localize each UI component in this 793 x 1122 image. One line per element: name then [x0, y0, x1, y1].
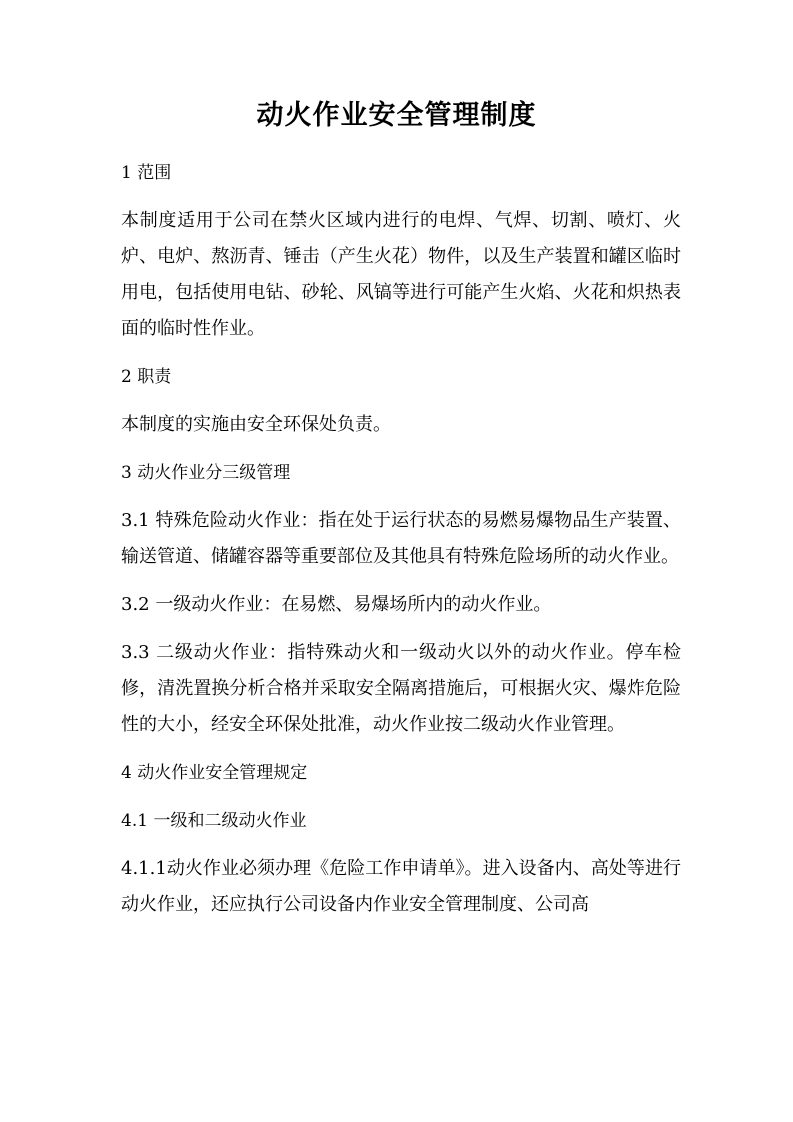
section-heading-scope: 1 范围	[121, 163, 172, 183]
paragraph-responsibility-text: 本制度的实施由安全环保处负责。	[121, 414, 391, 435]
paragraph-3-2: 3.2 一级动火作业：在易燃、易爆场所内的动火作业。	[121, 594, 552, 615]
paragraph-3-3: 3.3 二级动火作业：指特殊动火和一级动火以外的动火作业。停车检修，清洗置换分析合格并采取安全隔离措施后，可根据火灾、爆炸危险性的大小，经安全环保处批准，动火作业按二级动火作业管理。	[121, 642, 681, 735]
paragraph-4-1-1: 4.1.1动火作业必须办理《危险工作申请单》。进入设备内、高处等进行动火作业，还应执行公司设备内作业安全管理制度、公司高	[121, 858, 681, 915]
document-title: 动火作业安全管理制度	[256, 100, 537, 131]
section-heading-levels: 3 动火作业分三级管理	[121, 463, 291, 483]
paragraph-3-1: 3.1 特殊危险动火作业：指在处于运行状态的易燃易爆物品生产装置、输送管道、储罐容器等重要部位及其他具有特殊危险场所的动火作业。	[121, 510, 681, 567]
section-heading-rules: 4 动火作业安全管理规定	[121, 763, 308, 783]
section-heading-responsibility: 2 职责	[121, 367, 172, 387]
paragraph-scope-text: 本制度适用于公司在禁火区域内进行的电焊、气焊、切割、喷灯、火炉、电炉、熬沥青、锤击（产生火花）物件，以及生产装置和罐区临时用电，包括使用电钻、砂轮、风镐等进行可能产生火焰、火花和炽热表面的临时性作业。	[121, 210, 681, 339]
subsection-heading-4-1: 4.1 一级和二级动火作业	[121, 811, 307, 831]
document-body	[121, 155, 681, 935]
